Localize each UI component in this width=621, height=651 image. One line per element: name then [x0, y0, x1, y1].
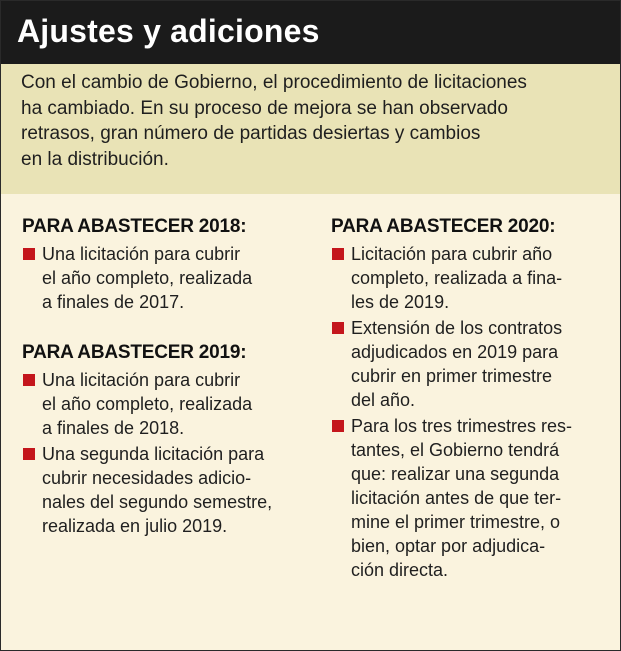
header-bar	[1, 1, 620, 64]
bullet-line: mine el primer trimestre, o	[351, 512, 561, 532]
red-square-bullet-icon	[23, 374, 35, 386]
bullet-line: cubrir en primer trimestre	[351, 366, 553, 386]
bullet-line: licitación antes de que ter-	[351, 488, 562, 508]
bullet-item	[331, 242, 616, 314]
bullet-line: ción directa.	[351, 560, 449, 580]
bullet-line: bien, optar por adjudica-	[351, 536, 546, 556]
intro-line: ha cambiado. En su proceso de mejora se han observado	[21, 97, 508, 119]
red-square-bullet-icon	[23, 248, 35, 260]
bullet-line: Para los tres trimestres res-	[351, 416, 573, 436]
section-2020	[331, 214, 616, 582]
red-square-bullet-icon	[23, 448, 35, 460]
bullet-line: cubrir necesidades adicio-	[42, 468, 252, 488]
intro-line: retrasos, gran número de partidas desiertas y cambios	[21, 123, 481, 144]
right-column	[331, 214, 616, 582]
section-heading: PARA ABASTECER 2018:	[22, 216, 247, 237]
bullet-line: Una segunda licitación para	[42, 444, 265, 464]
bullet-line: nales del segundo semestre,	[42, 492, 273, 512]
bullet-line: completo, realizada a fina-	[351, 268, 563, 288]
bullet-line: tantes, el Gobierno tendrá	[351, 440, 560, 460]
bullet-item	[331, 414, 616, 582]
bullet-line: realizada en julio 2019.	[42, 516, 228, 536]
bullet-item	[22, 368, 312, 440]
intro-text	[21, 70, 611, 172]
bullet-line: adjudicados en 2019 para	[351, 342, 559, 362]
bullet-line: a finales de 2018.	[42, 418, 185, 438]
bullet-line: Extensión de los contratos	[351, 318, 563, 338]
page-title: Ajustes y adiciones	[17, 13, 320, 49]
intro-line: en la distribución.	[21, 148, 169, 170]
bullet-line: Licitación para cubrir año	[351, 244, 553, 264]
left-column	[22, 214, 312, 538]
bullet-line: el año completo, realizada	[42, 394, 253, 414]
red-square-bullet-icon	[332, 322, 344, 334]
section-2018	[22, 214, 312, 314]
intro-line: Con el cambio de Gobierno, el procedimiento de licitaciones	[21, 72, 527, 93]
bullet-line: les de 2019.	[351, 292, 450, 312]
section-heading: PARA ABASTECER 2019:	[22, 342, 247, 363]
bullet-line: Una licitación para cubrir	[42, 244, 241, 264]
bullet-line: a finales de 2017.	[42, 292, 185, 312]
bullet-line: el año completo, realizada	[42, 268, 253, 288]
bullet-line: del año.	[351, 390, 416, 410]
section-heading: PARA ABASTECER 2020:	[331, 216, 556, 237]
bullet-item	[22, 442, 312, 538]
bullet-item	[22, 242, 312, 314]
red-square-bullet-icon	[332, 420, 344, 432]
section-2019	[22, 340, 312, 538]
bullet-line: que: realizar una segunda	[351, 464, 560, 484]
bullet-item	[331, 316, 616, 412]
section-spacer	[22, 314, 312, 340]
bullet-line: Una licitación para cubrir	[42, 370, 241, 390]
intro-box	[1, 64, 620, 194]
red-square-bullet-icon	[332, 248, 344, 260]
